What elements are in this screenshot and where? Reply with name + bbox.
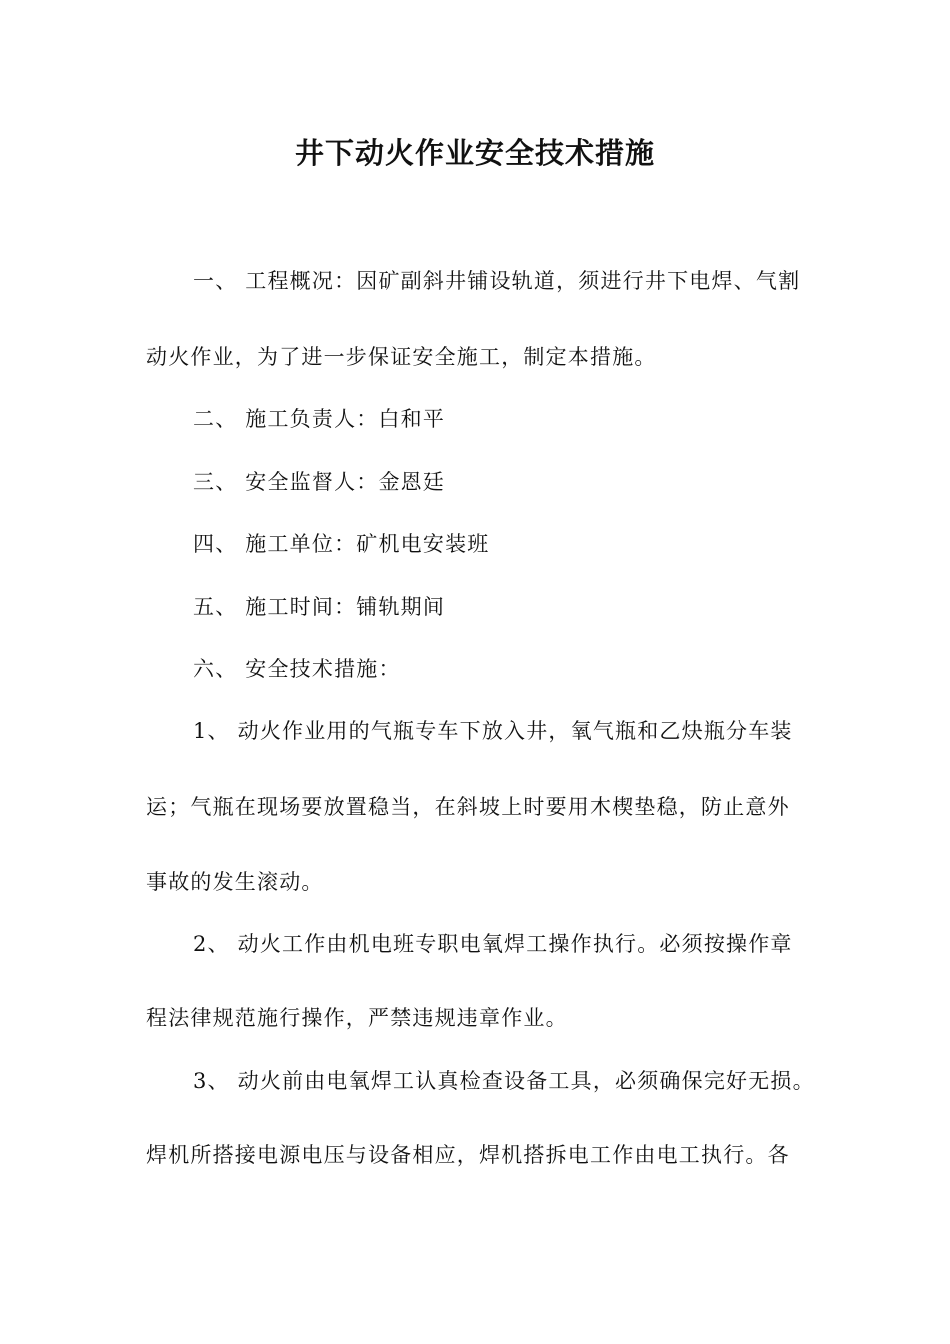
- measure-2-line-2: 程法律规范施行操作，严禁违规违章作业。: [146, 1006, 568, 1030]
- section-4-construction-unit: 四、 施工单位：矿机电安装班: [193, 532, 490, 556]
- section-1-overview-cont: 动火作业，为了进一步保证安全施工，制定本措施。: [146, 345, 657, 369]
- section-3-safety-supervisor: 三、 安全监督人：金恩廷: [193, 470, 446, 494]
- section-1-overview: 一、 工程概况：因矿副斜井铺设轨道，须进行井下电焊、气割: [193, 269, 801, 293]
- measure-1-line-1: 1、 动火作业用的气瓶专车下放入井，氧气瓶和乙炔瓶分车装: [193, 719, 793, 743]
- measure-1-line-3: 事故的发生滚动。: [146, 870, 324, 894]
- document-title: 井下动火作业安全技术措施: [294, 136, 655, 170]
- section-5-construction-time: 五、 施工时间：铺轨期间: [193, 595, 446, 619]
- measure-2-line-1: 2、 动火工作由机电班专职电氧焊工操作执行。必须按操作章: [193, 932, 793, 956]
- measure-1-line-2: 运；气瓶在现场要放置稳当，在斜坡上时要用木楔垫稳，防止意外: [146, 795, 790, 819]
- measure-3-line-1: 3、 动火前由电氧焊工认真检查设备工具，必须确保完好无损。: [193, 1069, 815, 1093]
- section-2-construction-lead: 二、 施工负责人：白和平: [193, 407, 446, 431]
- section-6-safety-measures-heading: 六、 安全技术措施：: [193, 657, 401, 681]
- measure-3-line-2: 焊机所搭接电源电压与设备相应，焊机搭拆电工作由电工执行。各: [146, 1143, 790, 1167]
